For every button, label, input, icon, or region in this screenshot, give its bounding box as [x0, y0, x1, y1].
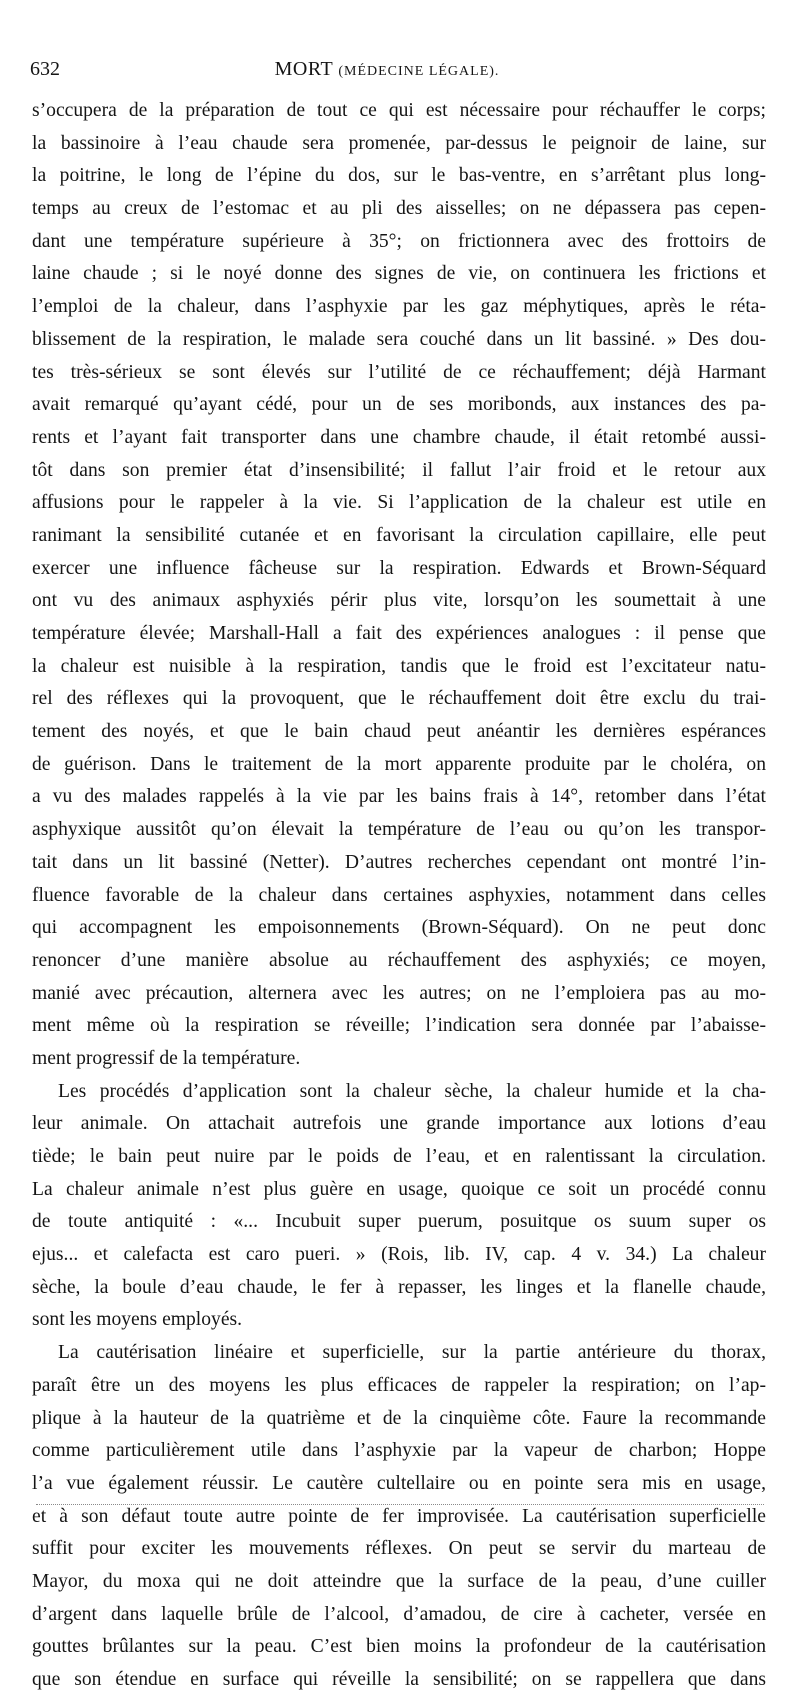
text-line: Les procédés d’application sont la chaleur sèche, la chaleur humide et la cha- [58, 1080, 766, 1102]
text-line: la bassinoire à l’eau chaude sera promenée, par-dessus le peignoir de laine, sur [32, 132, 766, 154]
text-line: La chaleur animale n’est plus guère en usage, quoique ce soit un procédé connu [32, 1178, 766, 1200]
text-line: tiède; le bain peut nuire par le poids de l’eau, et en ralentissant la circulation. [32, 1146, 766, 1167]
text-line: Mayor, du moxa qui ne doit atteindre que la surface de la peau, d’une cuiller [32, 1570, 766, 1592]
text-line: dant une température supérieure à 35°; on frictionnera avec des frottoirs de [32, 230, 766, 252]
text-line: la poitrine, le long de l’épine du dos, sur le bas-ventre, en s’arrêtant plus long- [32, 165, 766, 187]
text-line: avait remarqué qu’ayant cédé, pour un de ses moribonds, aux instances des pa- [32, 394, 766, 416]
text-line: température élevée; Marshall-Hall a fait des expériences analogues : il pense que [32, 623, 766, 644]
text-line: fluence favorable de la chaleur dans certaines asphyxies, notamment dans celles [32, 884, 766, 906]
text-line: tes très-sérieux se sont élevés sur l’utilité de ce réchauffement; déjà Harmant [32, 361, 766, 383]
text-line: renoncer d’une manière absolue au réchauffement des asphyxiés; ce moyen, [32, 949, 766, 971]
text-line: rents et l’ayant fait transporter dans une chambre chaude, il était retombé aussi- [32, 426, 766, 448]
text-line: l’a vue également réussir. Le cautère cultellaire ou en pointe sera mis en usage, [32, 1472, 766, 1494]
text-line: ranimant la sensibilité cutanée et en favorisant la circulation capillaire, elle peut [32, 524, 766, 546]
text-line: comme particulièrement utile dans l’asphyxie par la vapeur de charbon; Hoppe [32, 1440, 766, 1462]
text-line: laine chaude ; si le noyé donne des signes de vie, on continuera les frictions et [32, 263, 766, 285]
text-line: sèche, la boule d’eau chaude, le fer à repasser, les linges et la flanelle chaude, [32, 1276, 766, 1298]
text-line: paraît être un des moyens les plus efficaces de rappeler la respiration; on l’ap- [32, 1374, 766, 1396]
text-line: asphyxique aussitôt qu’on élevait la température de l’eau ou qu’on les transpor- [32, 819, 766, 841]
text-line: ment progressif de la température. [32, 1047, 301, 1069]
text-line: affusions pour le rappeler à la vie. Si l’application de la chaleur est utile en [32, 492, 766, 514]
text-line: que son étendue en surface qui réveille la sensibilité; on se rappellera que dans [32, 1669, 766, 1690]
running-head-subtitle: (MÉDECINE LÉGALE). [338, 64, 500, 79]
text-line: a vu des malades rappelés à la vie par les bains frais à 14°, retomber dans l’état [32, 786, 766, 808]
text-line: qui accompagnent les empoisonnements (Brown-Séquard). On ne peut donc [32, 917, 766, 939]
text-line: s’occupera de la préparation de tout ce qui est nécessaire pour réchauffer le corps; [32, 100, 766, 121]
text-line: tement des noyés, et que le bain chaud peut anéantir les dernières espérances [32, 721, 766, 743]
body-text [32, 95, 766, 1697]
text-line: leur animale. On attachait autrefois une grande importance aux lotions d’eau [32, 1113, 766, 1135]
page-header [30, 56, 744, 86]
text-line: ment même où la respiration se réveille; l’indication sera donnée par l’abaisse- [32, 1015, 766, 1037]
text-line: plique à la hauteur de la quatrième et de la cinquième côte. Faure la recommande [32, 1407, 766, 1429]
text-line: de toute antiquité : «... Incubuit super puerum, posuitque os suum super os [32, 1211, 766, 1233]
text-line: et à son défaut toute autre pointe de fer improvisée. La cautérisation superficielle [32, 1505, 766, 1527]
running-head-title: MORT [274, 58, 333, 80]
text-line: ejus... et calefacta est caro pueri. » (Rois, lib. IV, cap. 4 v. 34.) La chaleur [32, 1244, 766, 1266]
footer-dotted-rule [36, 1504, 764, 1509]
text-line: d’argent dans laquelle brûle de l’alcool, d’amadou, de cire à cacheter, versée en [32, 1603, 766, 1625]
text-line: tait dans un lit bassiné (Netter). D’autres recherches cependant ont montré l’in- [32, 851, 766, 873]
text-line: l’emploi de la chaleur, dans l’asphyxie par les gaz méphytiques, après le réta- [32, 296, 766, 318]
text-line: suffit pour exciter les mouvements réflexes. On peut se servir du marteau de [32, 1538, 766, 1560]
text-line: exercer une influence fâcheuse sur la respiration. Edwards et Brown-Séquard [32, 557, 766, 579]
text-line: de guérison. Dans le traitement de la mort apparente produite par le choléra, on [32, 753, 766, 775]
text-line: gouttes brûlantes sur la peau. C’est bien moins la profondeur de la cautérisation [32, 1636, 766, 1658]
text-line: La cautérisation linéaire et superficielle, sur la partie antérieure du thorax, [58, 1342, 766, 1364]
text-line: la chaleur est nuisible à la respiration, tandis que le froid est l’excitateur natu- [32, 655, 766, 677]
text-line: manié avec précaution, alternera avec les autres; on ne l’emploiera pas au mo- [32, 982, 766, 1004]
text-line: blissement de la respiration, le malade sera couché dans un lit bassiné. » Des dou- [32, 328, 766, 350]
text-line: ont vu des animaux asphyxiés périr plus vite, lorsqu’on les soumettait à une [32, 590, 766, 612]
text-line: sont les moyens employés. [32, 1309, 243, 1331]
running-head [30, 56, 744, 85]
page-number: 632 [30, 58, 60, 80]
text-line: tôt dans son premier état d’insensibilité; il fallut l’air froid et le retour aux [32, 459, 766, 481]
text-line: temps au creux de l’estomac et au pli des aisselles; on ne dépassera pas cepen- [32, 198, 766, 220]
text-line: rel des réflexes qui la provoquent, que le réchauffement doit être exclu du trai- [32, 688, 766, 710]
